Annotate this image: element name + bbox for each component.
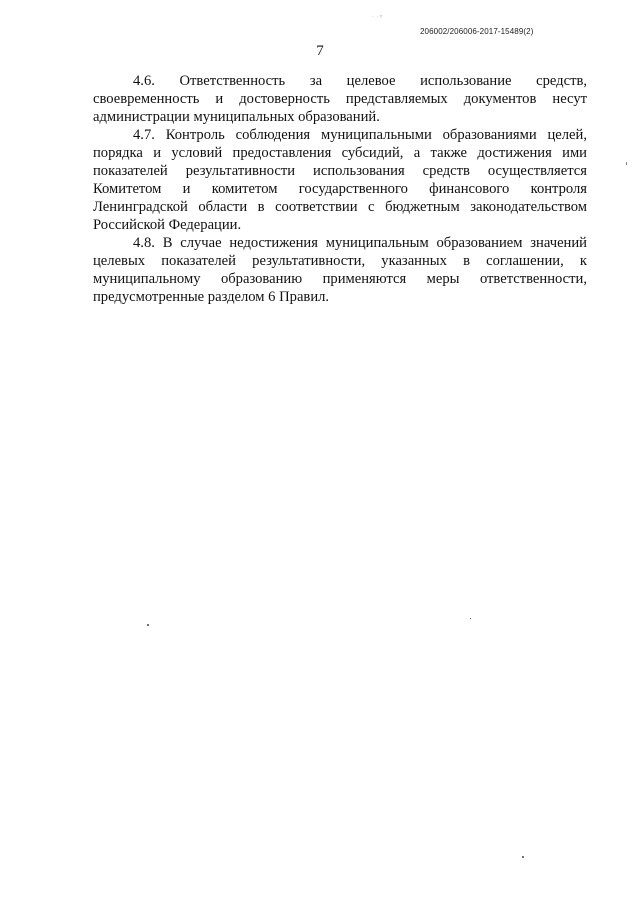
scan-speck bbox=[147, 624, 149, 626]
document-registration-code: 206002/206006-2017-15489(2) bbox=[420, 27, 534, 36]
paragraph-4-7: 4.7. Контроль соблюдения муниципальными образованиями целей, порядка и условий предоставления субсидий, а также достижения ими показателей результативности использования средств осуществляется Комитетом и комитетом государственного финансового контроля Ленинградской области в соответствии с бюджетным законодательством Российской Федерации. bbox=[93, 127, 587, 233]
page-number: 7 bbox=[316, 43, 324, 59]
paragraph-4-8: 4.8. В случае недостижения муниципальным образованием значений целевых показателей результативности, указанных в соглашении, к муниципальному образованию применяются меры ответственности, предусмотренные разделом 6 Правил. bbox=[93, 235, 587, 305]
scan-speck bbox=[626, 162, 627, 165]
scan-speck bbox=[522, 856, 524, 858]
paragraph-4-6: 4.6. Ответственность за целевое использование средств, своевременность и достоверность представляемых документов несут администрации муниципальных образований. bbox=[93, 73, 587, 125]
scan-speck bbox=[470, 618, 471, 619]
document-body bbox=[93, 72, 587, 306]
scan-artifact-mark: · ·≈ bbox=[372, 14, 384, 20]
